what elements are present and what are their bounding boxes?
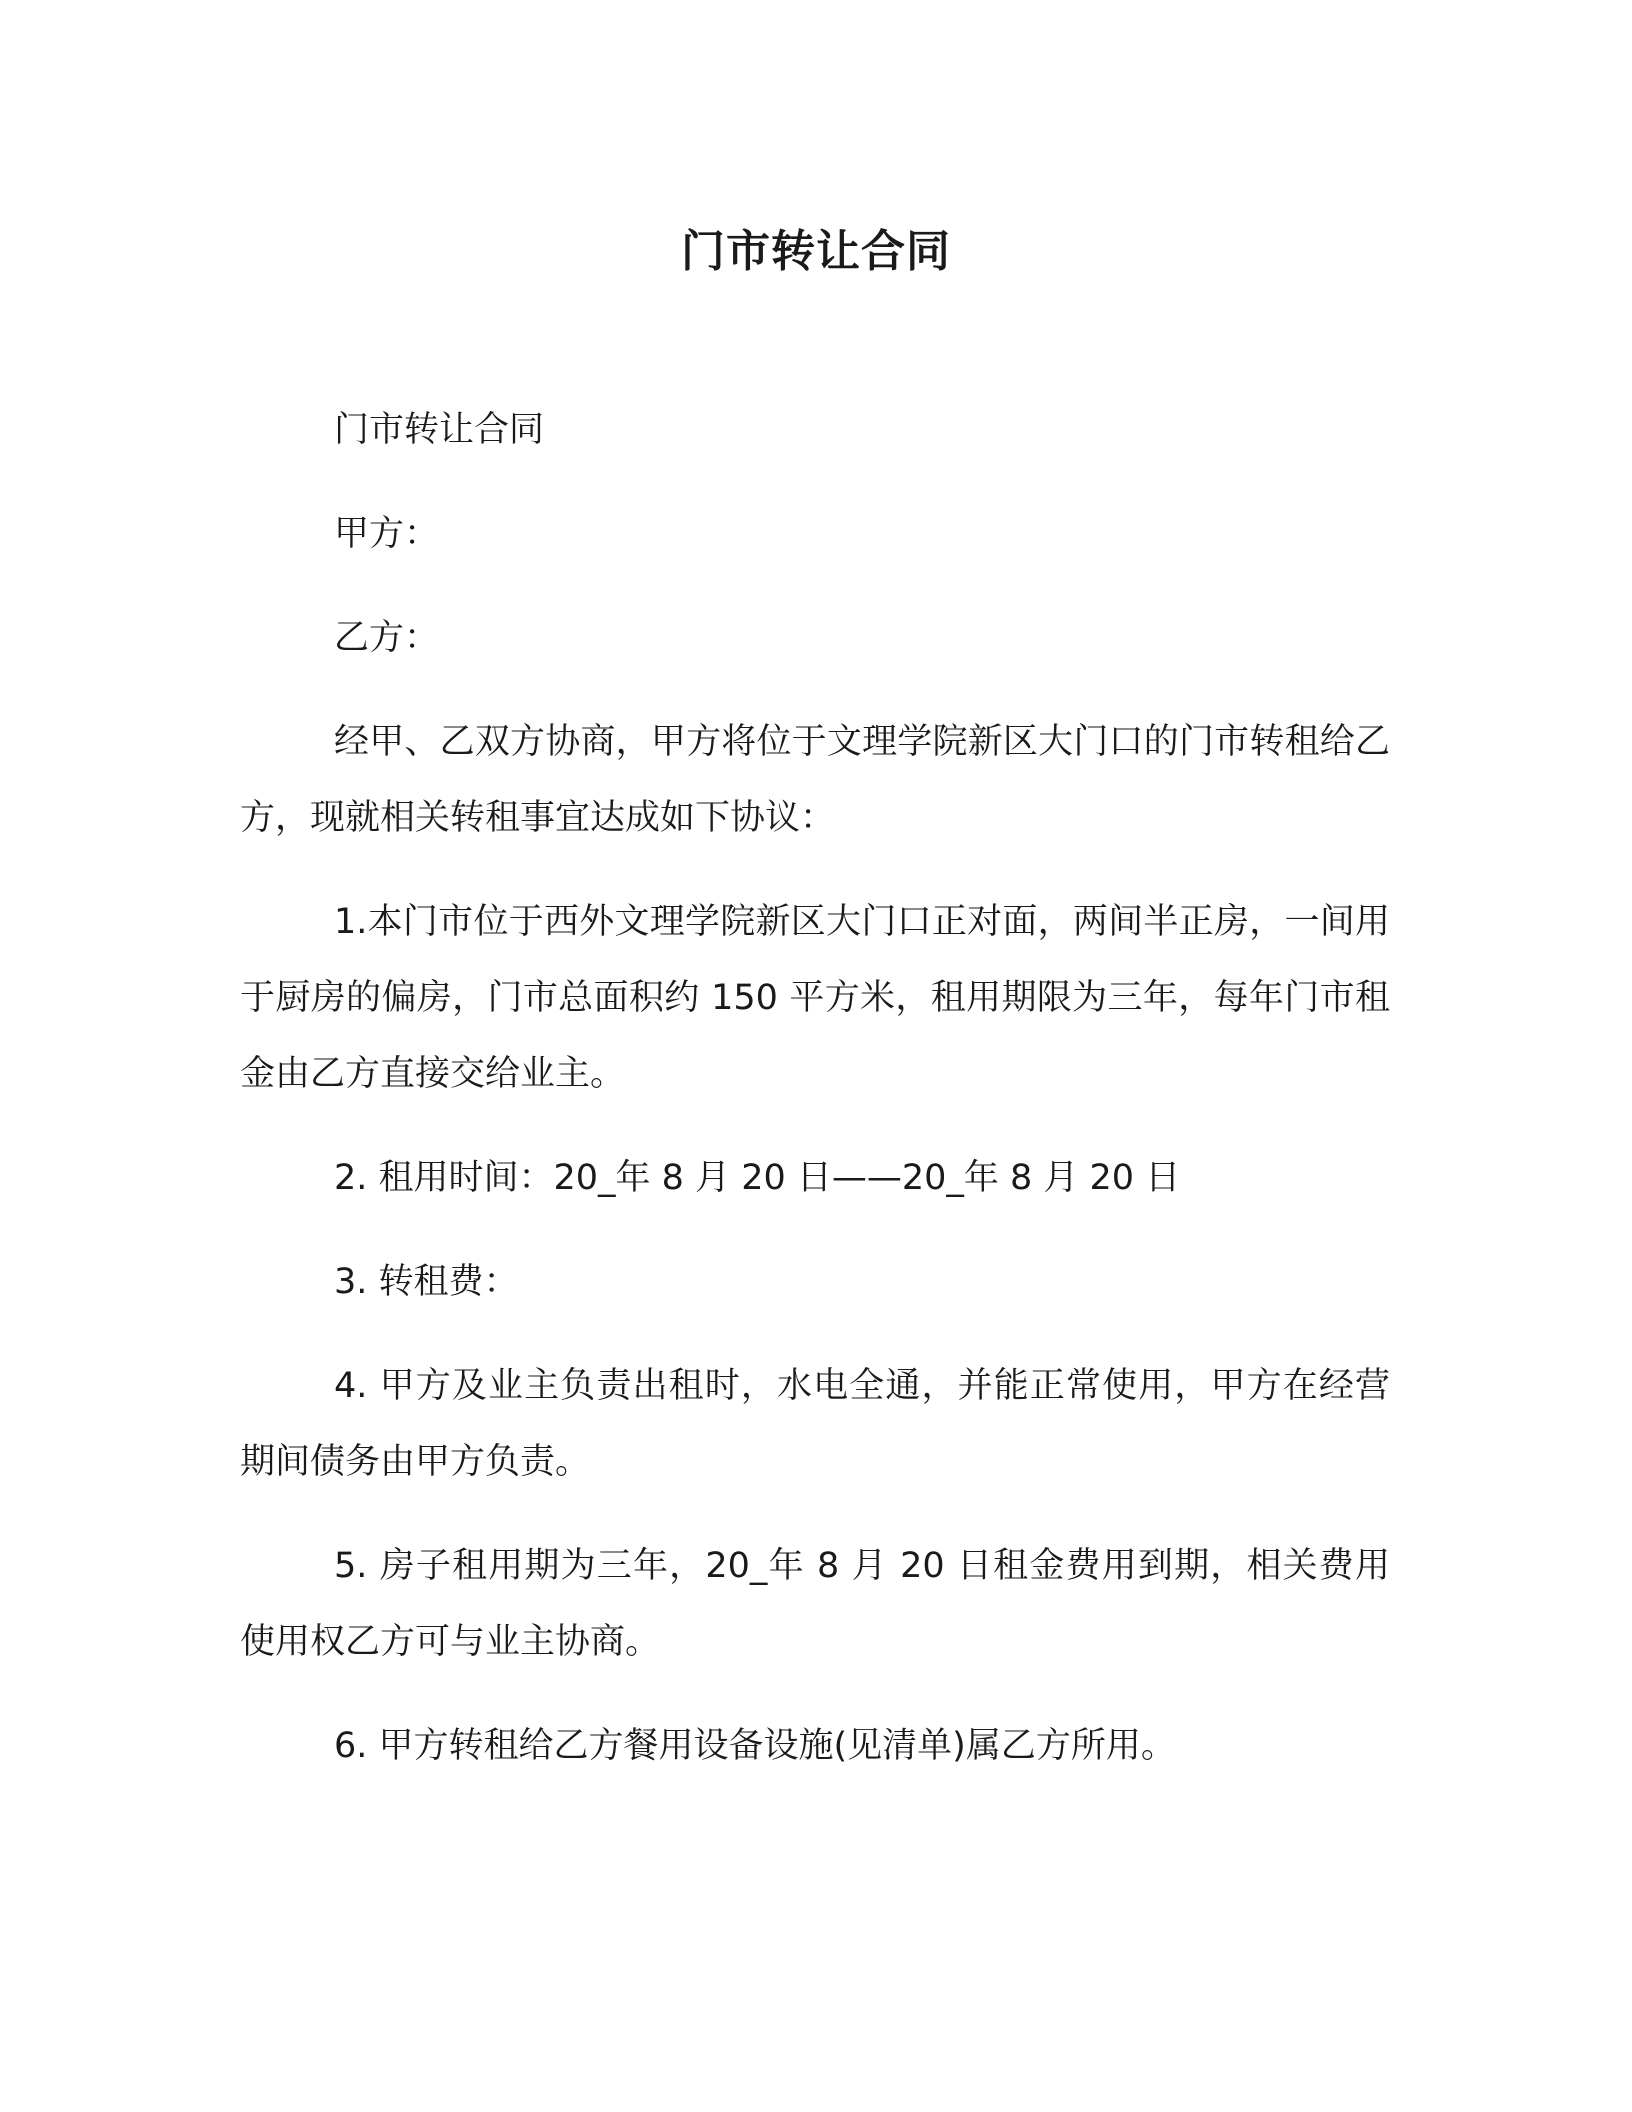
paragraph-party-b: 乙方： bbox=[334, 618, 440, 658]
document-title: 门市转让合同 bbox=[681, 226, 951, 277]
clause-2: 2. 租用时间：20_年 8 月 20 日——20_年 8 月 20 日 bbox=[334, 1158, 1181, 1198]
paragraph-heading: 门市转让合同 bbox=[334, 410, 545, 450]
clause-6: 6. 甲方转租给乙方餐用设备设施(见清单)属乙方所用。 bbox=[334, 1726, 1176, 1766]
clause-3: 3. 转租费： bbox=[334, 1262, 519, 1302]
document-body bbox=[240, 392, 1390, 1812]
paragraph-party-a: 甲方： bbox=[334, 514, 440, 554]
clause-1: 1.本门市位于西外文理学院新区大门口正对面，两间半正房，一间用于厨房的偏房，门市总面积约 150 平方米，租用期限为三年，每年门市租金由乙方直接交给业主。 bbox=[240, 902, 1390, 1094]
clause-4: 4. 甲方及业主负责出租时，水电全通，并能正常使用，甲方在经营期间债务由甲方负责。 bbox=[240, 1366, 1390, 1482]
paragraph-preamble: 经甲、乙双方协商，甲方将位于文理学院新区大门口的门市转租给乙方，现就相关转租事宜达成如下协议： bbox=[240, 722, 1390, 838]
clause-5: 5. 房子租用期为三年，20_年 8 月 20 日租金费用到期，相关费用使用权乙方可与业主协商。 bbox=[240, 1546, 1390, 1662]
